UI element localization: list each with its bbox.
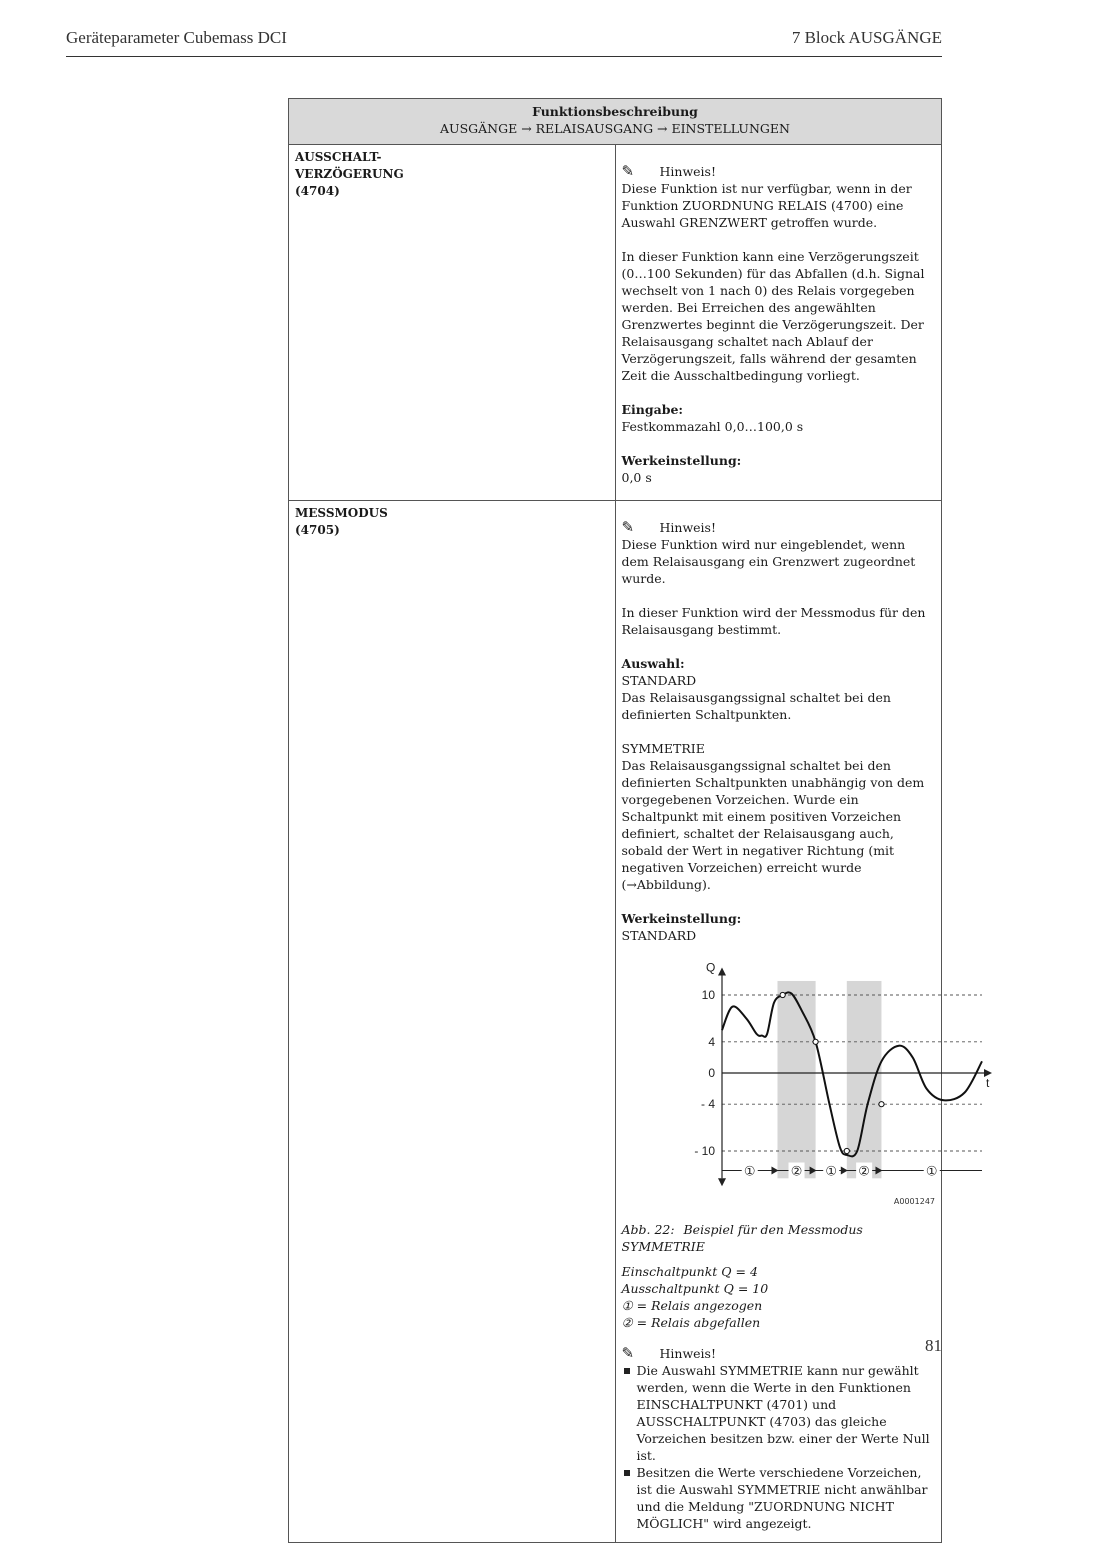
function-name-line: VERZÖGERUNG (295, 167, 404, 181)
pencil-icon: ✎ (621, 1344, 635, 1362)
option-text: Das Relaisausgangssignal schaltet bei den definierten Schaltpunkten. (621, 690, 891, 722)
state-marker: ① (925, 1164, 938, 1180)
switch-point (813, 1039, 818, 1044)
switch-point (780, 992, 785, 997)
y-tick-label: - 4 (700, 1097, 715, 1112)
symmetry-figure (622, 960, 989, 1215)
table-header (289, 99, 942, 145)
state-marker: ① (743, 1164, 756, 1180)
function-description-cell (615, 145, 942, 501)
default-value: STANDARD (621, 928, 697, 943)
relay-released-band (777, 981, 815, 1178)
legend-item: Ausschaltpunkt Q = 10 (621, 1281, 769, 1296)
input-value: Festkommazahl 0,0…100,0 s (621, 419, 804, 434)
note-heading (622, 163, 936, 180)
figure-code: A0001247 (893, 1197, 935, 1206)
y-tick-label: 0 (707, 1066, 715, 1080)
default-block (622, 910, 936, 944)
y-axis-arrow (718, 968, 726, 976)
legend-item: Einschaltpunkt Q = 4 (621, 1264, 758, 1279)
function-name-line: AUSSCHALT- (295, 150, 382, 164)
default-label: Werkeinstellung: (621, 911, 742, 926)
figure-legend (622, 1263, 936, 1331)
function-name-line: MESSMODUS (295, 506, 388, 520)
state-marker: ② (790, 1164, 802, 1180)
state-marker: ② (857, 1164, 870, 1180)
note-text: Diese Funktion wird nur eingeblendet, wenn dem Relaisausgang ein Grenzwert zugeordnet wurde. (621, 537, 916, 586)
switch-point (878, 1102, 883, 1107)
list-item: Besitzen die Werte verschiedene Vorzeichen, ist die Auswahl SYMMETRIE nicht anwählbar und die Meldung "ZUORDNUNG NICHT MÖGLICH" wird angezeigt. (622, 1464, 936, 1532)
description-text: In dieser Funktion wird der Messmodus für den Relaisausgang bestimmt. (621, 605, 926, 637)
option-name: STANDARD (621, 673, 697, 688)
note-heading (622, 1345, 936, 1362)
figure-caption (622, 1221, 936, 1255)
table-path: AUSGÄNGE → RELAISAUSGANG → EINSTELLUNGEN (440, 121, 790, 136)
note-label: Hinweis! (659, 164, 716, 179)
symmetry-chart (622, 960, 1098, 1210)
relay-released-band (846, 981, 881, 1178)
function-name-cell (289, 501, 616, 1543)
caption-text: Beispiel für den Messmodus SYMMETRIE (621, 1222, 863, 1254)
note-bullets (622, 1362, 936, 1532)
state-marker: ① (824, 1164, 837, 1180)
list-item: Die Auswahl SYMMETRIE kann nur gewählt werden, wenn die Werte in den Funktionen EINSCHALTPUNKT (4701) und AUSSCHALTPUNKT (4703) das gleiche Vorzeichen besitzen bzw. einer der Werte Null ist. (622, 1362, 936, 1464)
default-value: 0,0 s (621, 470, 652, 485)
caption-number: Abb. 22: (621, 1222, 675, 1237)
choice-block (622, 655, 936, 723)
y-axis-arrow-down (718, 1178, 726, 1186)
header-chapter: 7 Block AUSGÄNGE (791, 28, 942, 47)
state-arrow (840, 1167, 847, 1175)
table-row (289, 501, 942, 1543)
state-arrow (771, 1167, 778, 1175)
function-table (288, 98, 989, 1543)
note-heading (622, 519, 936, 536)
default-block (622, 452, 936, 486)
table-row (289, 145, 942, 501)
option-name: SYMMETRIE (621, 741, 705, 756)
pencil-icon: ✎ (621, 518, 635, 536)
default-label: Werkeinstellung: (621, 453, 742, 468)
table-title: Funktionsbeschreibung (532, 104, 698, 119)
option-block (622, 740, 936, 893)
description-text: In dieser Funktion kann eine Verzögerungszeit (0…100 Sekunden) für das Abfallen (d.h. Signal wechselt von 1 nach 0) des Relais vorgegeben werden. Bei Erreichen des angewählten Grenzwertes beginnt die Verzögerungszeit. Der Relaisausgang schaltet nach Ablauf der Verzögerungszeit, falls während der gesamten Zeit die Ausschaltbedingung vorliegt. (621, 249, 925, 383)
y-axis-label: Q (705, 960, 715, 975)
input-label: Eingabe: (621, 402, 684, 417)
y-tick-label: 4 (707, 1034, 715, 1049)
legend-item: ① = Relais angezogen (621, 1298, 763, 1313)
x-axis-label: t (985, 1076, 989, 1090)
note-label: Hinweis! (659, 520, 716, 535)
switch-point (844, 1148, 849, 1153)
legend-item: ② = Relais abgefallen (621, 1315, 761, 1330)
pencil-icon: ✎ (621, 162, 635, 180)
function-code: (4704) (295, 184, 340, 198)
y-tick-label: 10 (701, 988, 715, 1002)
note-text: Diese Funktion ist nur verfügbar, wenn in der Funktion ZUORDNUNG RELAIS (4700) eine Auswahl GRENZWERT getroffen wurde. (621, 181, 912, 230)
header-title: Geräteparameter Cubemass DCI (66, 28, 287, 47)
page-number: 81 (925, 1336, 942, 1355)
choice-label: Auswahl: (621, 656, 685, 671)
y-tick-label: - 10 (693, 1144, 715, 1158)
note-label: Hinweis! (659, 1346, 716, 1361)
function-code: (4705) (295, 523, 340, 537)
input-block (622, 401, 936, 435)
function-name-cell (289, 145, 616, 501)
function-description-cell (615, 501, 989, 1543)
page-header (66, 26, 942, 57)
option-text: Das Relaisausgangssignal schaltet bei den definierten Schaltpunkten unabhängig von dem vorgegebenen Vorzeichen. Wurde ein Schaltpunkt mit einem positiven Vorzeichen definiert, schaltet der Relaisausgang auch, sobald der Wert in negativer Richtung (mit negativen Vorzeichen) erreicht wurde (→Abbildung). (621, 758, 925, 892)
